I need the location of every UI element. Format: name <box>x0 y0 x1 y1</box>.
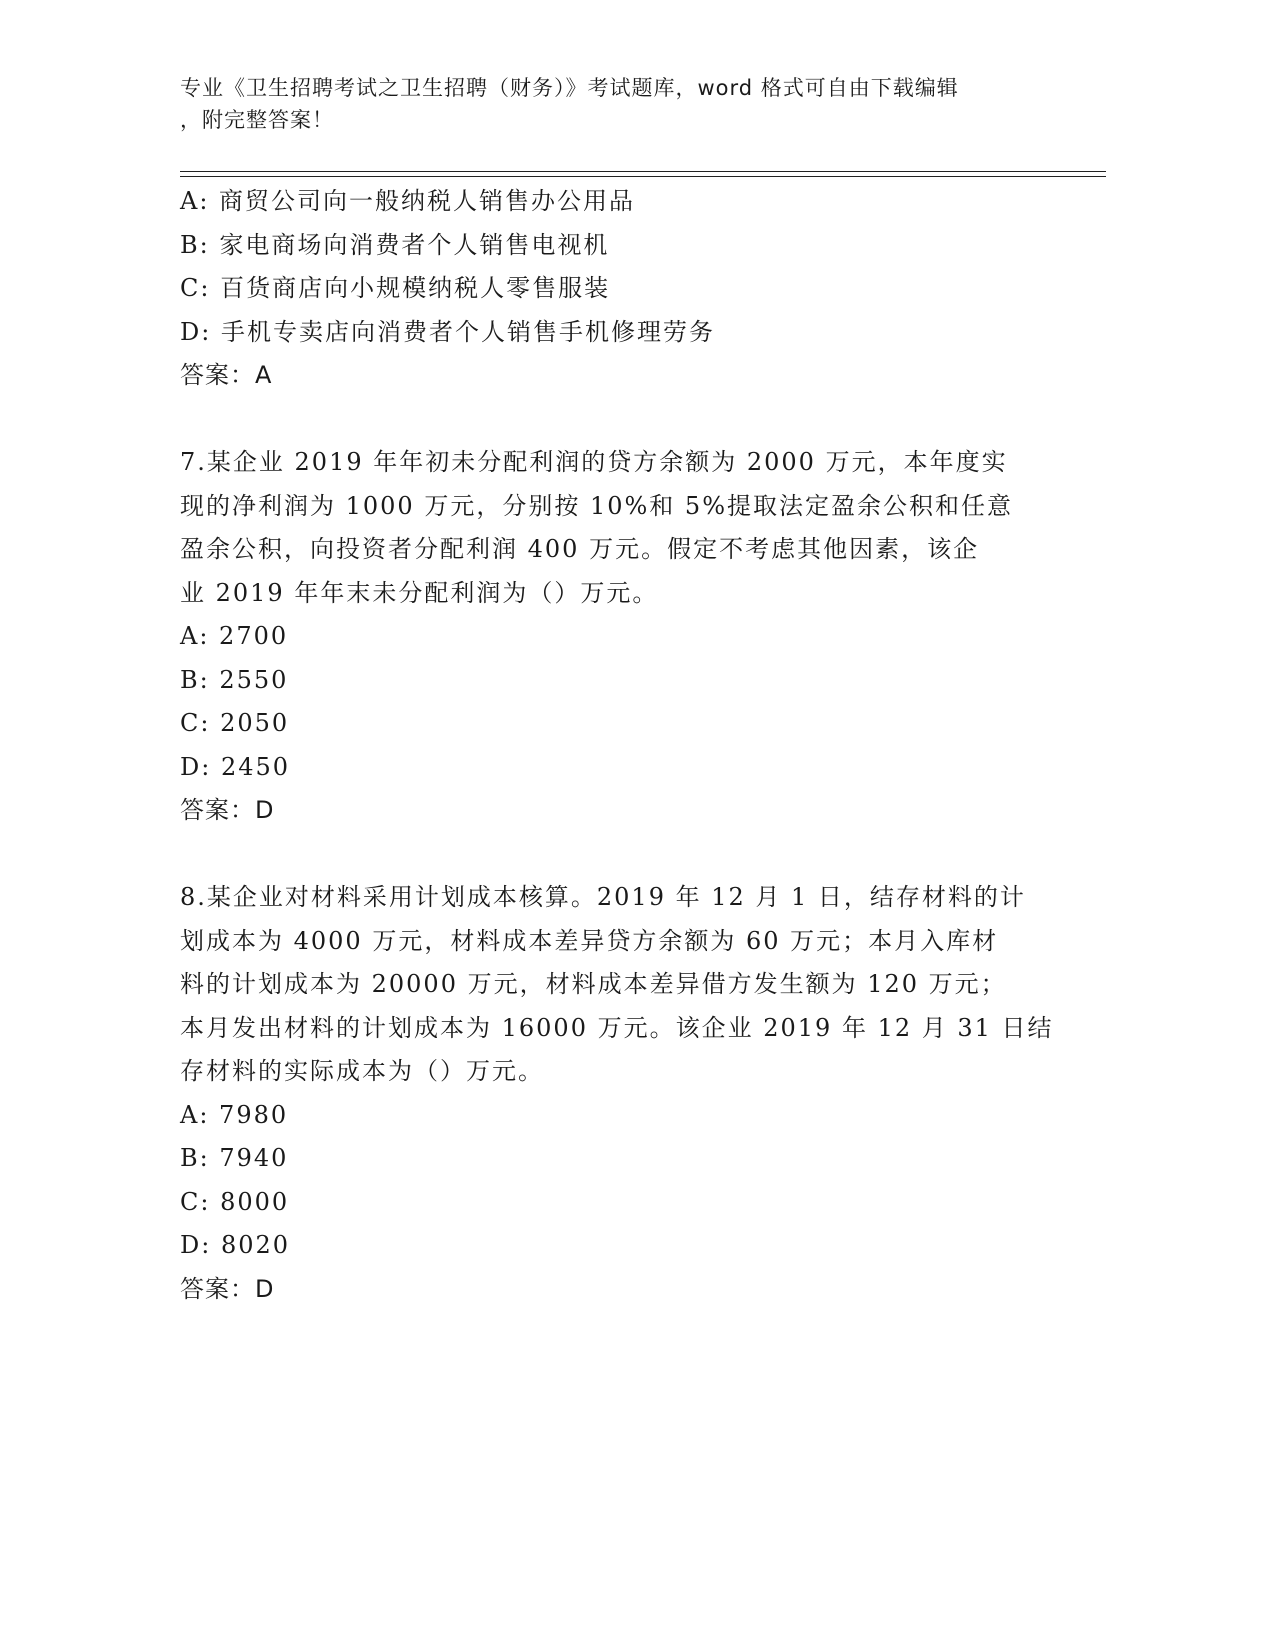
question-content <box>180 180 1054 1311</box>
q8-option-d: D: 8020 <box>180 1231 291 1259</box>
spacer <box>180 833 1040 877</box>
q8-stem-line-2: 划成本为 4000 万元，材料成本差异贷方余额为 60 万元；本月入库材 <box>180 926 999 955</box>
header-divider-bottom <box>180 176 1106 177</box>
question-8-block <box>180 876 1054 1311</box>
header-divider-top <box>180 171 1106 172</box>
q6-option-c: C: 百货商店向小规模纳税人零售服装 <box>180 274 611 302</box>
q8-option-b: B: 7940 <box>180 1144 289 1172</box>
header-line-1: 专业《卫生招聘考试之卫生招聘（财务）》考试题库，word 格式可自由下载编辑 <box>180 76 959 100</box>
q6-option-a: A: 商贸公司向一般纳税人销售办公用品 <box>180 187 636 215</box>
question-7-block <box>180 441 1040 833</box>
q8-stem-line-1: 8.某企业对材料采用计划成本核算。2019 年 12 月 1 日，结存材料的计 <box>180 883 1026 911</box>
q8-answer: 答案：D <box>180 1274 275 1303</box>
question-6-block <box>180 180 1040 398</box>
spacer <box>180 398 1040 442</box>
document-header <box>180 72 1080 136</box>
q6-answer: 答案：A <box>180 361 273 389</box>
q6-option-d: D: 手机专卖店向消费者个人销售手机修理劳务 <box>180 317 715 346</box>
q8-option-a: A: 7980 <box>180 1100 289 1129</box>
q7-option-a: A: 2700 <box>180 622 289 650</box>
q7-option-b: B: 2550 <box>180 665 289 694</box>
q6-option-b: B: 家电商场向消费者个人销售电视机 <box>180 230 610 259</box>
q8-stem-line-3: 料的计划成本为 20000 万元，材料成本差异借方发生额为 120 万元； <box>180 970 1007 998</box>
q8-stem-line-5: 存材料的实际成本为（）万元。 <box>180 1057 544 1085</box>
q8-option-c: C: 8000 <box>180 1187 290 1216</box>
q7-stem-line-4: 业 2019 年年末未分配利润为（）万元。 <box>180 578 659 607</box>
q7-option-d: D: 2450 <box>180 752 291 781</box>
q7-stem-line-3: 盈余公积，向投资者分配利润 400 万元。假定不考虑其他因素，该企 <box>180 535 980 563</box>
q7-stem-line-2: 现的净利润为 1000 万元，分别按 10%和 5%提取法定盈余公积和任意 <box>180 491 1014 520</box>
q7-stem-line-1: 7.某企业 2019 年年初未分配利润的贷方余额为 2000 万元，本年度实 <box>180 448 1008 476</box>
q7-option-c: C: 2050 <box>180 709 290 737</box>
header-line-2: ，附完整答案！ <box>180 108 334 132</box>
q8-stem-line-4: 本月发出材料的计划成本为 16000 万元。该企业 2019 年 12 月 31 日结 <box>180 1013 1054 1042</box>
q7-answer: 答案：D <box>180 796 275 824</box>
